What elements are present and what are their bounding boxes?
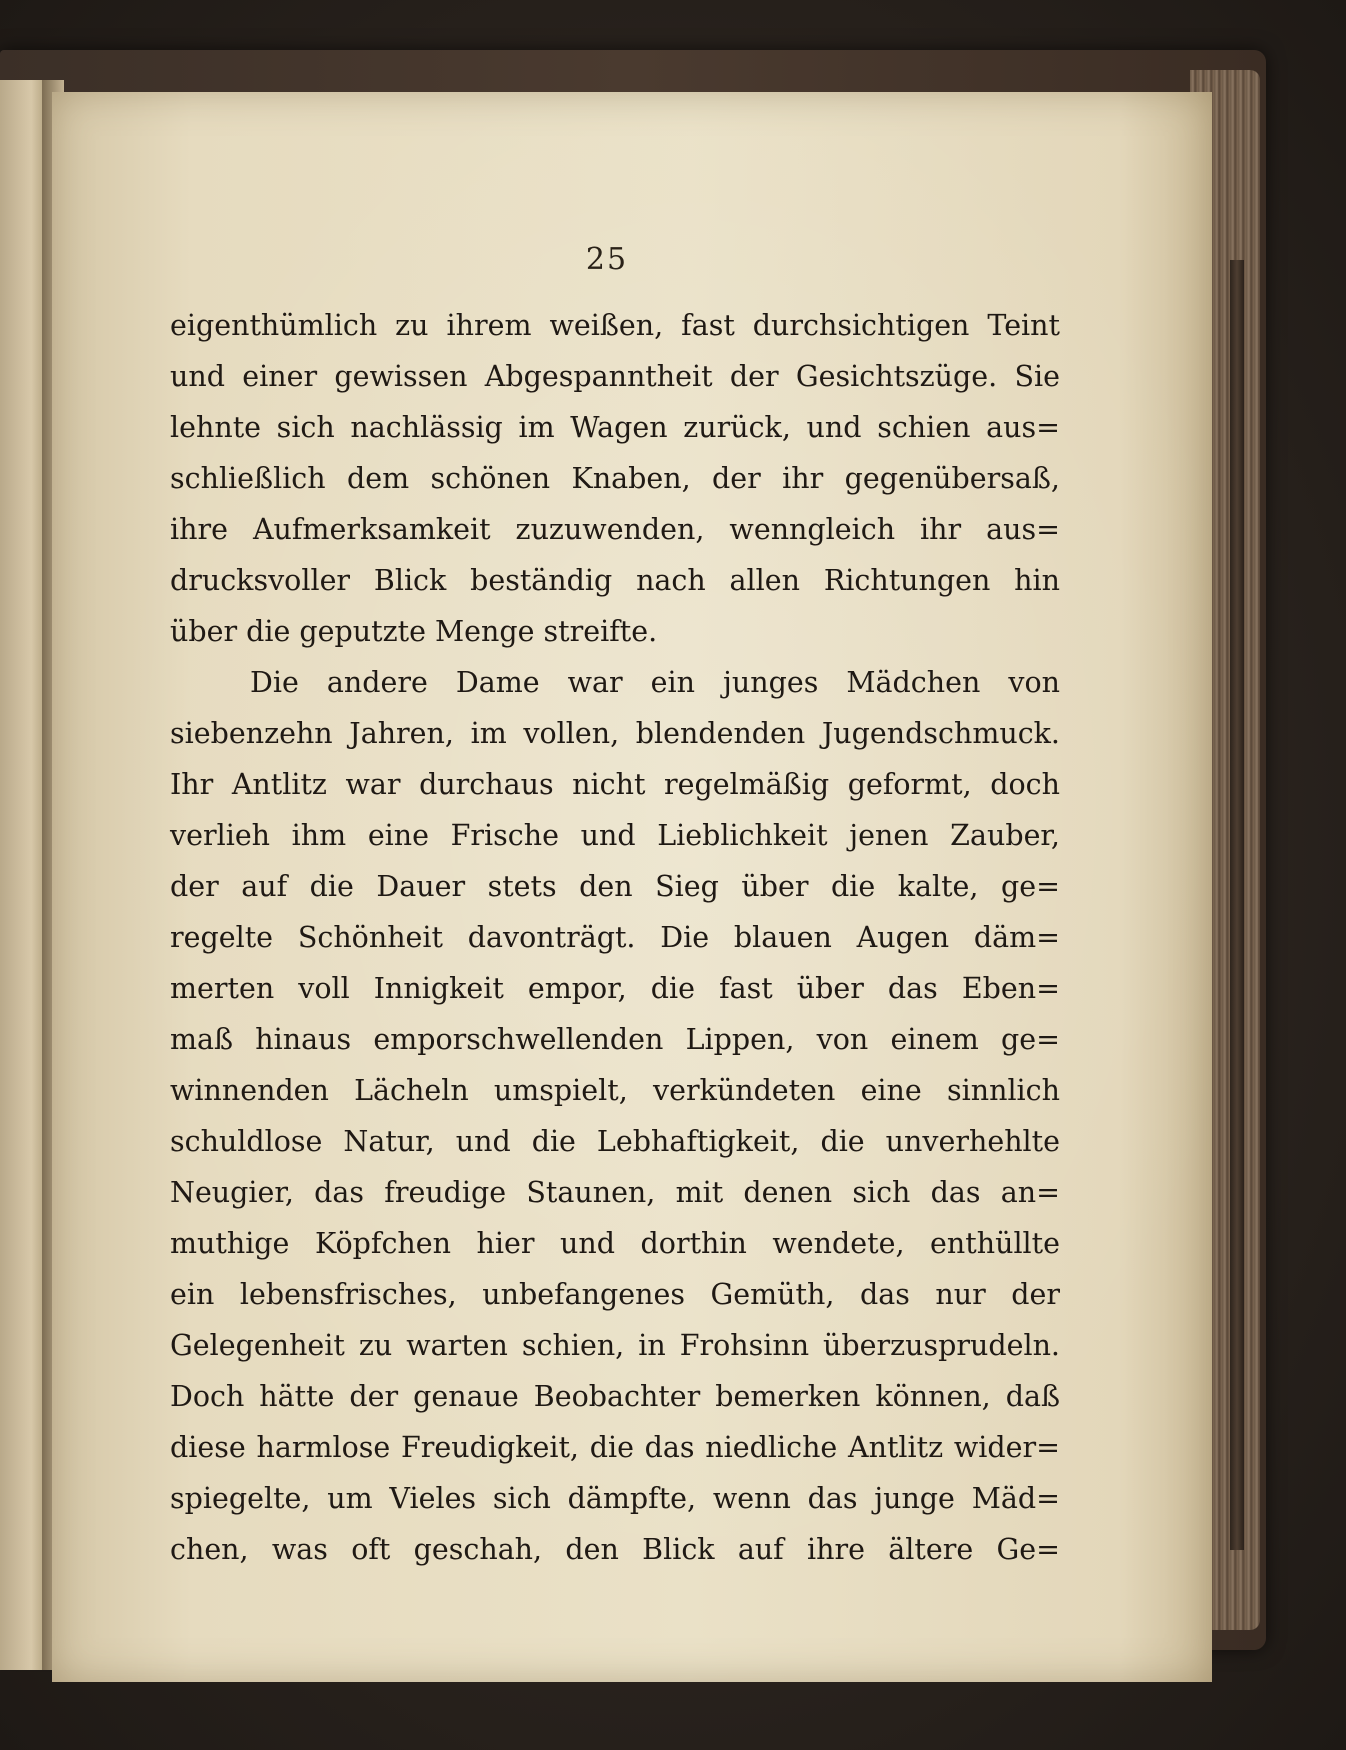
text-line: und einer gewissen Abgespanntheit der Gesichtszüge. Sie [170,360,1060,393]
text-line: Neugier, das freudige Staunen, mit denen sich das an= [170,1176,1060,1209]
text-line: der auf die Dauer stets den Sieg über die kalte, ge= [170,870,1060,903]
text-line: muthige Köpfchen hier und dorthin wendete, enthüllte [170,1227,1060,1260]
text-line: Gelegenheit zu warten schien, in Frohsinn überzusprudeln. [170,1329,1060,1362]
cover-edge [1230,260,1244,1550]
text-line: lehnte sich nachlässig im Wagen zurück, und schien aus= [170,411,1060,444]
text-line: merten voll Innigkeit empor, die fast über das Eben= [170,972,1060,1005]
text-line: ihre Aufmerksamkeit zuzuwenden, wenngleich ihr aus= [170,513,1060,546]
text-line: Doch hätte der genaue Beobachter bemerken können, daß [170,1380,1060,1413]
text-line: diese harmlose Freudigkeit, die das niedliche Antlitz wider= [170,1431,1060,1464]
text-line: regelte Schönheit davonträgt. Die blauen Augen däm= [170,921,1060,954]
text-line: schuldlose Natur, und die Lebhaftigkeit, die unverhehlte [170,1125,1060,1158]
book-page [52,92,1212,1682]
text-line: maß hinaus emporschwellenden Lippen, von einem ge= [170,1023,1060,1056]
body-text [170,300,1060,1575]
text-line: über die geputzte Menge streifte. [170,615,658,648]
text-line: eigenthümlich zu ihrem weißen, fast durchsichtigen Teint [170,309,1060,342]
text-line: schließlich dem schönen Knaben, der ihr gegenübersaß, [170,462,1060,495]
text-line: siebenzehn Jahren, im vollen, blendenden Jugendschmuck. [170,717,1060,750]
text-line: Ihr Antlitz war durchaus nicht regelmäßig geformt, doch [170,768,1060,801]
text-line: chen, was oft geschah, den Blick auf ihre ältere Ge= [170,1533,1060,1566]
page-number: 25 [585,242,629,277]
text-line: verlieh ihm eine Frische und Lieblichkeit jenen Zauber, [170,819,1060,852]
text-line: winnenden Lächeln umspielt, verkündeten eine sinnlich [170,1074,1060,1107]
text-line: drucksvoller Blick beständig nach allen Richtungen hin [170,564,1060,597]
text-line: spiegelte, um Vieles sich dämpfte, wenn das junge Mäd= [170,1482,1060,1515]
paragraph-start-line: Die andere Dame war ein junges Mädchen von [250,666,1060,699]
text-line: ein lebensfrisches, unbefangenes Gemüth, das nur der [170,1278,1060,1311]
